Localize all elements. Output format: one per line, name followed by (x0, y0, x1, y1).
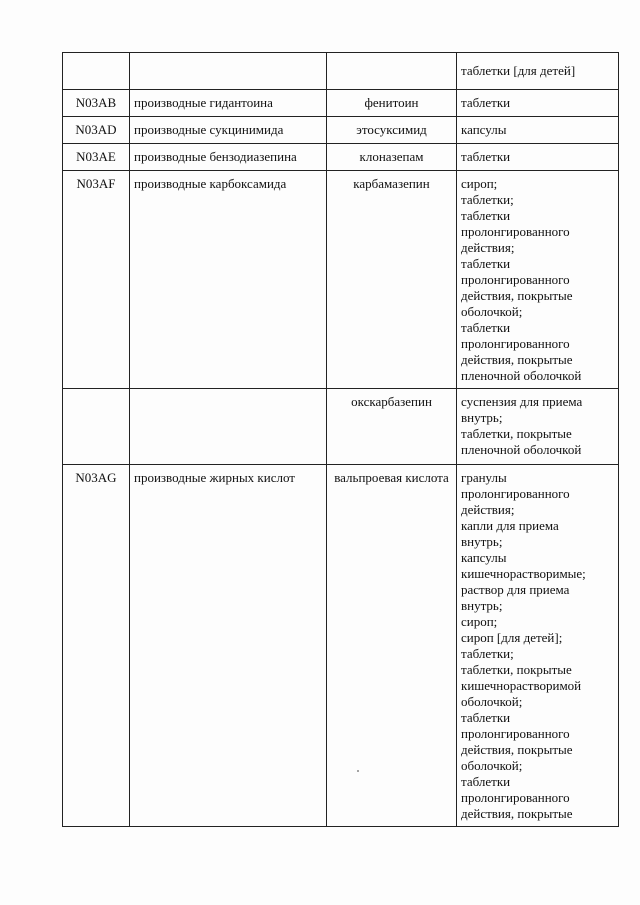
dosage-form-cell: суспензия для приема внутрь; таблетки, покрытые пленочной оболочкой (457, 389, 619, 465)
table-row (63, 171, 619, 389)
group-cell: производные сукцинимида (130, 117, 327, 144)
group-cell: производные жирных кислот (130, 465, 327, 827)
table-row (63, 53, 619, 90)
group-cell: производные карбоксамида (130, 171, 327, 389)
drug-name-cell: окскарбазепин (327, 389, 457, 465)
drug-name-cell: карбамазепин (327, 171, 457, 389)
atc-code-cell (63, 53, 130, 90)
dosage-form-cell: таблетки [для детей] (457, 53, 619, 90)
dosage-form-cell: таблетки (457, 144, 619, 171)
atc-code-cell: N03AD (63, 117, 130, 144)
atc-code-cell: N03AF (63, 171, 130, 389)
group-cell (130, 389, 327, 465)
table-row (63, 90, 619, 117)
dosage-form-cell: гранулы пролонгированного действия; капли для приема внутрь; капсулы кишечнорастворимые; раствор для приема внутрь; сироп; сироп [для детей]; таблетки; таблетки, покрытые кишечнорастворимой оболочкой; таблетки пролонгированного действия, покрытые оболочкой; таблетки пролонгированного действия, покрытые (457, 465, 619, 827)
group-cell (130, 53, 327, 90)
group-cell: производные гидантоина (130, 90, 327, 117)
table-row (63, 144, 619, 171)
drug-name-cell: клоназепам (327, 144, 457, 171)
atc-code-cell (63, 389, 130, 465)
table-row (63, 117, 619, 144)
atc-code-cell: N03AB (63, 90, 130, 117)
dosage-form-cell: таблетки (457, 90, 619, 117)
drug-name-cell (327, 53, 457, 90)
drug-name-cell: фенитоин (327, 90, 457, 117)
table-row (63, 465, 619, 827)
atc-code-cell: N03AE (63, 144, 130, 171)
dosage-form-cell: капсулы (457, 117, 619, 144)
dosage-form-cell: сироп; таблетки; таблетки пролонгированного действия; таблетки пролонгированного действия, покрытые оболочкой; таблетки пролонгированного действия, покрытые пленочной оболочкой (457, 171, 619, 389)
drug-name-cell: вальпроевая кислота (327, 465, 457, 827)
table-row (63, 389, 619, 465)
drug-name-cell: этосуксимид (327, 117, 457, 144)
group-cell: производные бензодиазепина (130, 144, 327, 171)
scan-speck (357, 770, 359, 772)
drug-table (62, 52, 619, 827)
atc-code-cell: N03AG (63, 465, 130, 827)
